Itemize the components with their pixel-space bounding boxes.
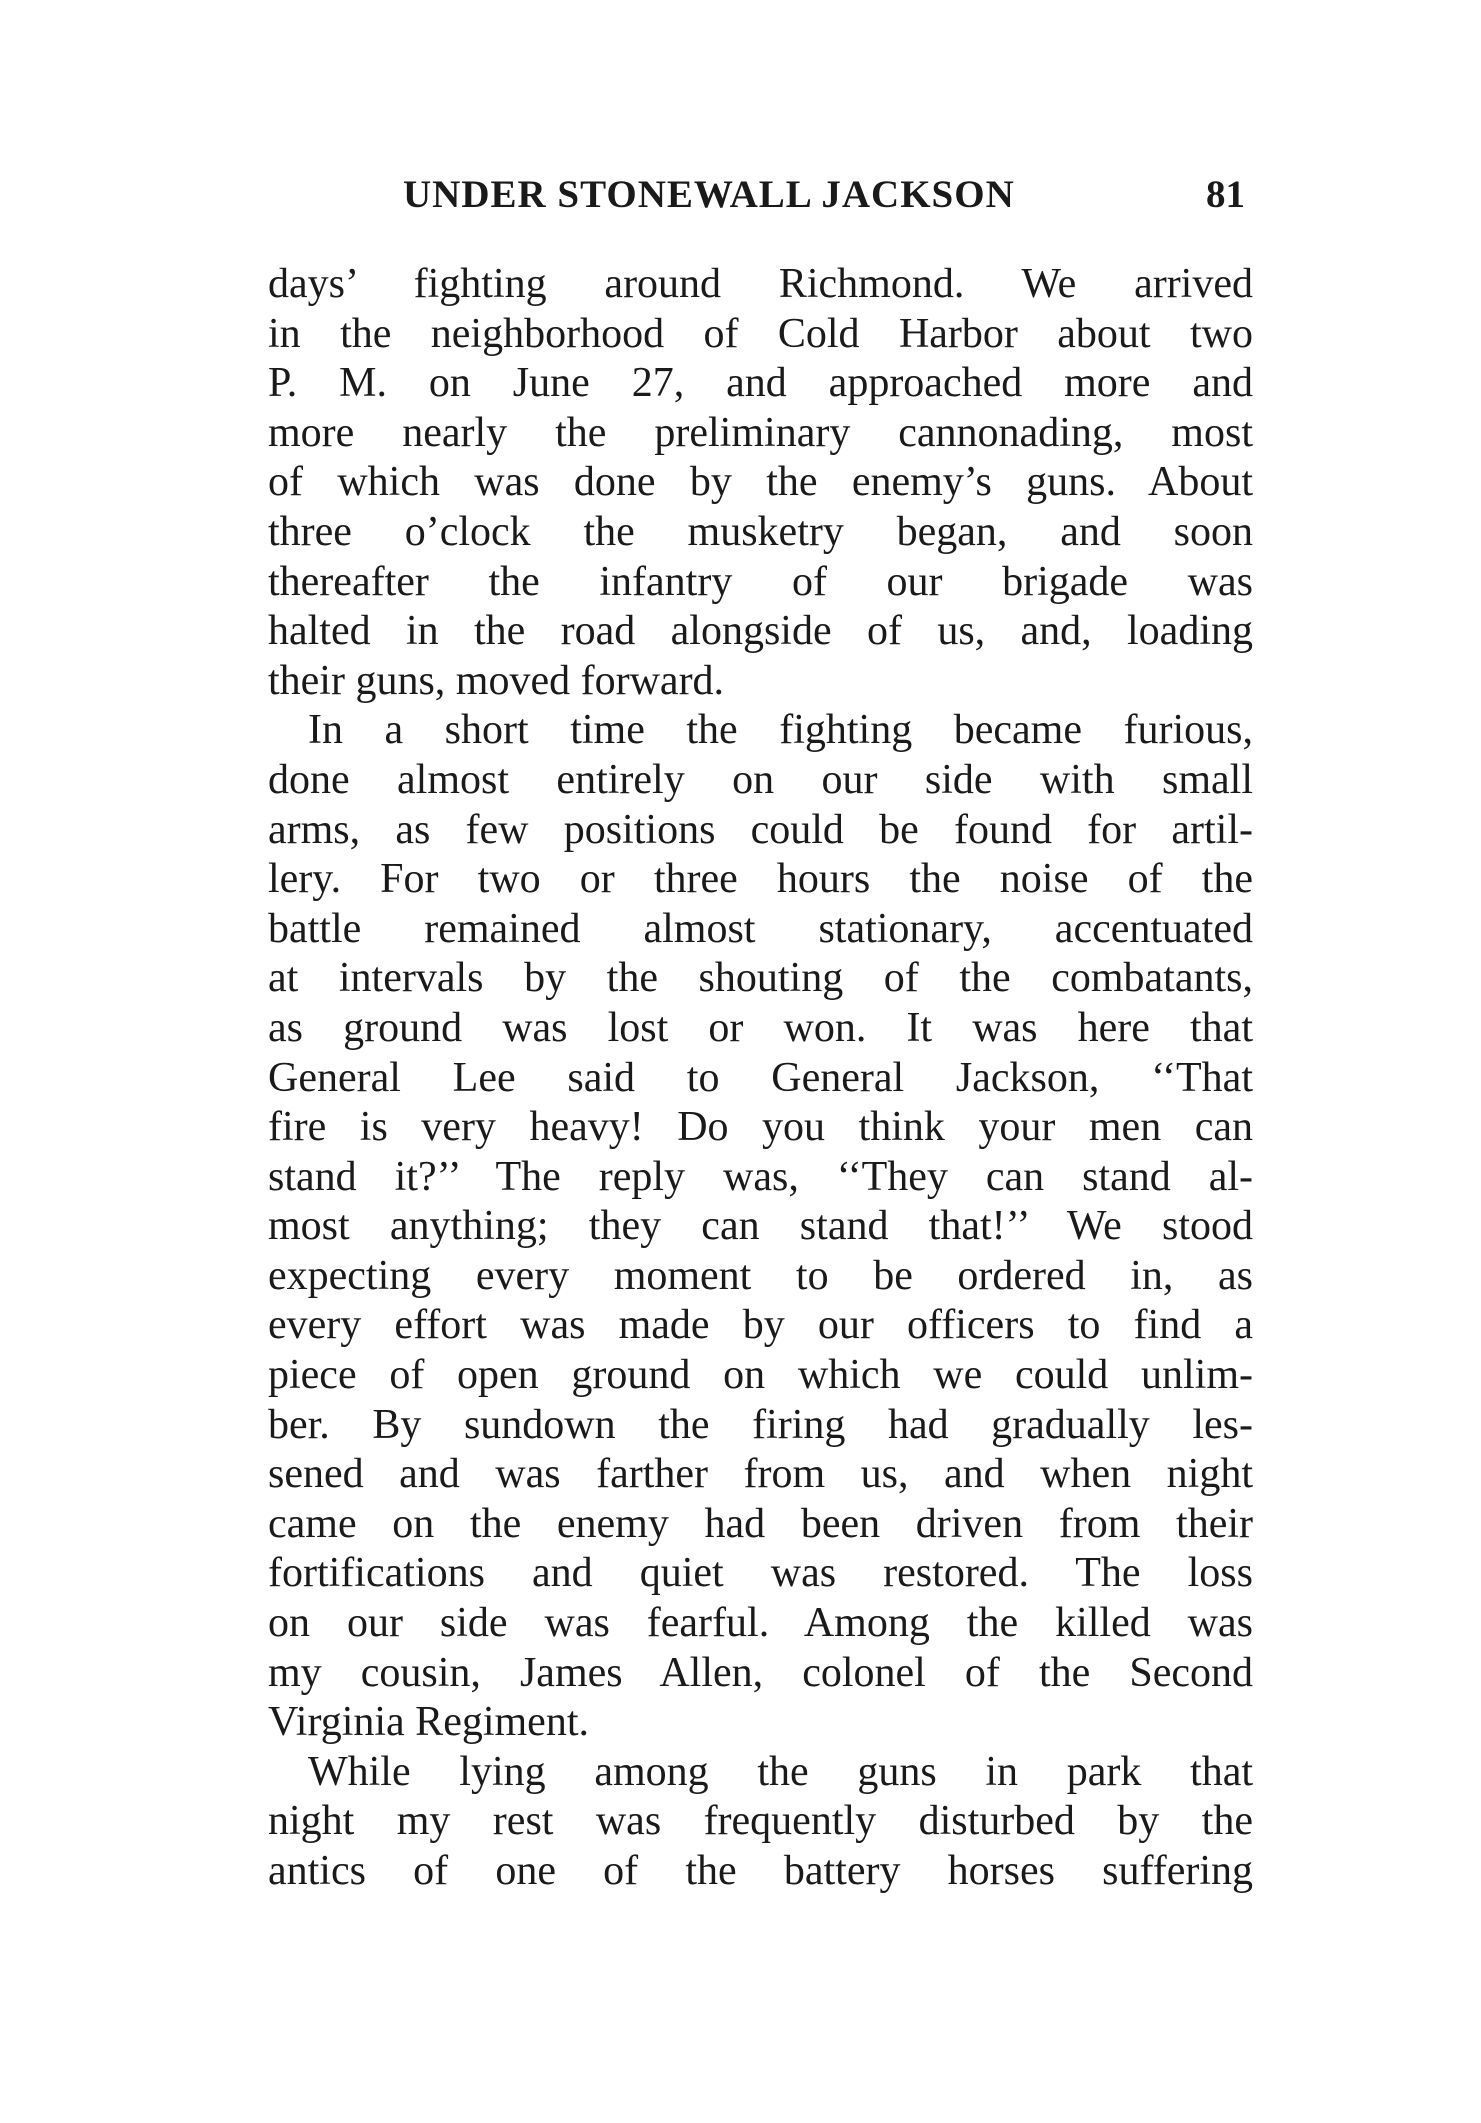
text-line: lery. For two or three hours the noise of the xyxy=(268,856,1253,903)
text-line: piece of open ground on which we could unlim- xyxy=(268,1352,1253,1399)
text-line: P. M. on June 27, and approached more and xyxy=(268,360,1253,407)
text-line: days’ fighting around Richmond. We arrived xyxy=(268,261,1253,307)
text-line: fortifications and quiet was restored. The loss xyxy=(268,1550,1253,1597)
text-line: most anything; they can stand that!’’ We stood xyxy=(268,1203,1253,1250)
text-line: antics of one of the battery horses suffering xyxy=(268,1848,1253,1894)
text-line: expecting every moment to be ordered in, as xyxy=(268,1252,1253,1299)
text-line: ber. By sundown the firing had gradually les- xyxy=(268,1401,1253,1448)
text-line: on our side was fearful. Among the killed was xyxy=(268,1600,1253,1647)
text-line: three o’clock the musketry began, and soon xyxy=(268,508,1253,555)
text-line: halted in the road alongside of us, and, loading xyxy=(268,608,1253,655)
text-line: came on the enemy had been driven from their xyxy=(268,1500,1253,1547)
running-head xyxy=(268,172,1253,232)
text-line: their guns, moved forward. xyxy=(268,657,725,704)
text-line: in the neighborhood of Cold Harbor about two xyxy=(268,310,1253,357)
text-line: stand it?’’ The reply was, ‘‘They can stand al- xyxy=(268,1153,1253,1200)
text-line: In a short time the fighting became furious, xyxy=(308,707,1253,754)
text-line: more nearly the preliminary cannonading, most xyxy=(268,409,1253,456)
text-line: arms, as few positions could be found for artil- xyxy=(268,806,1253,853)
text-line: General Lee said to General Jackson, ‘‘That xyxy=(268,1054,1253,1101)
text-line: as ground was lost or won. It was here that xyxy=(268,1004,1253,1051)
page-number: 81 xyxy=(1206,173,1245,216)
text-line: every effort was made by our officers to find a xyxy=(268,1302,1253,1349)
running-title: UNDER STONEWALL JACKSON xyxy=(403,173,1015,216)
text-line: at intervals by the shouting of the combatants, xyxy=(268,955,1253,1002)
text-line: thereafter the infantry of our brigade was xyxy=(268,558,1253,605)
text-line: sened and was farther from us, and when night xyxy=(268,1451,1253,1498)
text-line: fire is very heavy! Do you think your men can xyxy=(268,1104,1253,1151)
text-line: night my rest was frequently disturbed by the xyxy=(268,1798,1253,1845)
text-line: battle remained almost stationary, accentuated xyxy=(268,905,1253,952)
text-line: done almost entirely on our side with small xyxy=(268,756,1253,803)
text-line: my cousin, James Allen, colonel of the Second xyxy=(268,1649,1253,1696)
body-text xyxy=(268,260,1253,1897)
text-line: Virginia Regiment. xyxy=(268,1699,589,1746)
text-line: While lying among the guns in park that xyxy=(308,1748,1253,1795)
text-line: of which was done by the enemy’s guns. About xyxy=(268,459,1253,506)
